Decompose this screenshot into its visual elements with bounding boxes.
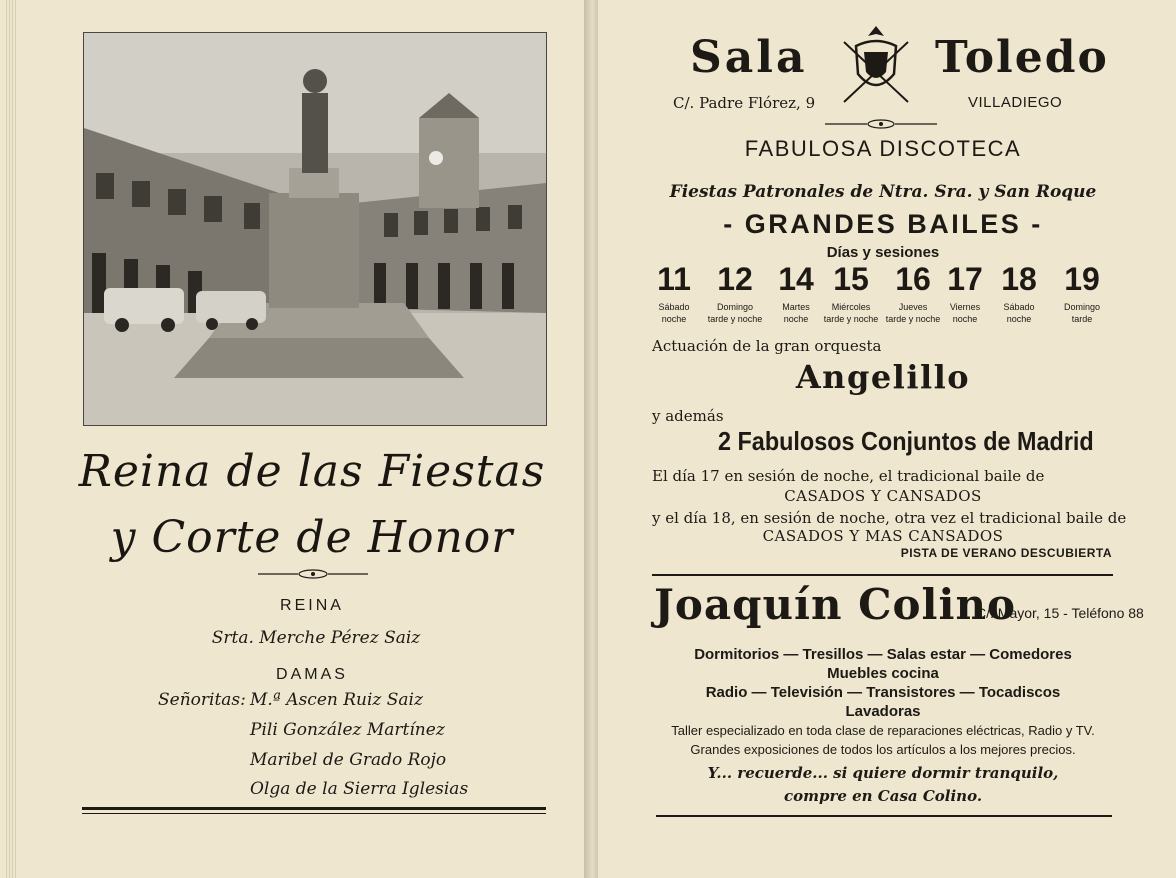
dia18-text: y el día 18, en sesión de noche, otra vez el tradicional baile de bbox=[652, 509, 1127, 527]
bailes-heading: - GRANDES BAILES - bbox=[723, 209, 1043, 239]
toledo-word: Toledo bbox=[935, 32, 1109, 83]
product-line: Muebles cocina bbox=[827, 665, 939, 682]
reina-name: Srta. Merche Pérez Saiz bbox=[211, 628, 421, 648]
damas-label: DAMAS bbox=[276, 666, 348, 683]
colino-address: C/. Mayor, 15 - Teléfono 88 bbox=[976, 605, 1144, 621]
slogan-line-2: compre en Casa Colino. bbox=[783, 787, 983, 805]
plaza-photo bbox=[83, 32, 547, 426]
casados-cansados: CASADOS Y CANSADOS bbox=[784, 487, 982, 505]
day-name: Martes bbox=[782, 302, 810, 312]
day-number: 14 bbox=[778, 261, 814, 297]
left-page bbox=[0, 0, 584, 878]
day-session: noche bbox=[661, 314, 687, 324]
orquesta-name: Angelillo bbox=[795, 358, 971, 396]
product-line: Radio — Televisión — Transistores — Tocadiscos bbox=[705, 684, 1061, 701]
section-rule bbox=[652, 574, 1113, 576]
day-column bbox=[1044, 261, 1120, 325]
day-session: tarde y noche bbox=[823, 314, 879, 324]
colino-name: Joaquín Colino bbox=[654, 580, 1017, 629]
dia17-text: El día 17 en sesión de noche, el tradicional baile de bbox=[652, 467, 1045, 485]
taller-text: Taller especializado en toda clase de reparaciones eléctricas, Radio y TV. bbox=[671, 723, 1095, 738]
conjuntos-heading: 2 Fabulosos Conjuntos de Madrid bbox=[718, 426, 1094, 456]
day-session: noche bbox=[783, 314, 809, 324]
ornament-divider bbox=[825, 117, 937, 131]
day-number: 18 bbox=[1001, 261, 1037, 297]
senoritas-label: Señoritas: bbox=[158, 690, 246, 710]
day-name: Viernes bbox=[949, 302, 981, 312]
dama-name: Olga de la Sierra Iglesias bbox=[250, 779, 469, 799]
dama-name: M.ª Ascen Ruiz Saiz bbox=[250, 690, 423, 710]
day-name: Jueves bbox=[898, 302, 928, 312]
day-name: Domingo bbox=[716, 302, 754, 312]
sala-town: VILLADIEGO bbox=[968, 94, 1063, 111]
day-number: 15 bbox=[833, 261, 869, 297]
bottom-rule bbox=[82, 807, 546, 810]
page-edge bbox=[6, 0, 16, 878]
product-line: Dormitorios — Tresillos — Salas estar — Comedores bbox=[694, 646, 1072, 663]
bottom-rule-thin bbox=[82, 813, 546, 814]
book-gutter bbox=[584, 0, 598, 878]
dama-name: Pili González Martínez bbox=[250, 720, 445, 740]
day-session: tarde y noche bbox=[885, 314, 941, 324]
dias-sesiones-label: Días y sesiones bbox=[826, 244, 940, 261]
day-name: Domingo bbox=[1063, 302, 1101, 312]
day-session: tarde y noche bbox=[707, 314, 763, 324]
day-name: Miércoles bbox=[831, 302, 871, 312]
day-session: noche bbox=[1006, 314, 1032, 324]
day-number: 11 bbox=[657, 261, 691, 297]
pista-text: PISTA DE VERANO DESCUBIERTA bbox=[900, 546, 1112, 560]
actuacion-text: Actuación de la gran orquesta bbox=[652, 337, 882, 355]
day-number: 12 bbox=[717, 261, 753, 297]
title-line-1: Reina de las Fiestas bbox=[78, 446, 546, 497]
day-number: 16 bbox=[895, 261, 931, 297]
day-session: tarde bbox=[1071, 314, 1093, 324]
slogan-line-1: Y... recuerde... si quiere dormir tranquilo, bbox=[707, 764, 1059, 782]
fiestas-heading: Fiestas Patronales de Ntra. Sra. y San Roque bbox=[669, 182, 1097, 202]
title-line-2: y Corte de Honor bbox=[110, 512, 514, 563]
day-session: noche bbox=[952, 314, 978, 324]
ademas-text: y además bbox=[652, 407, 724, 425]
day-number: 17 bbox=[947, 261, 983, 297]
crest-icon bbox=[840, 22, 912, 108]
sala-address: C/. Padre Flórez, 9 bbox=[673, 94, 816, 112]
sala-word: Sala bbox=[690, 32, 808, 83]
reina-label: REINA bbox=[280, 597, 344, 614]
discoteca-heading: FABULOSA DISCOTECA bbox=[744, 136, 1022, 161]
dama-name: Maribel de Grado Rojo bbox=[250, 750, 447, 770]
exposiciones-text: Grandes exposiciones de todos los artículos a los mejores precios. bbox=[690, 742, 1076, 757]
day-number: 19 bbox=[1064, 261, 1100, 297]
plaza-illustration bbox=[84, 33, 546, 425]
product-line: Lavadoras bbox=[845, 703, 921, 720]
day-name: Sábado bbox=[1003, 302, 1035, 312]
bottom-rule bbox=[656, 815, 1112, 817]
casados-mas-cansados: CASADOS Y MAS CANSADOS bbox=[762, 527, 1004, 545]
day-name: Sábado bbox=[658, 302, 690, 312]
ornament-divider bbox=[258, 567, 368, 581]
